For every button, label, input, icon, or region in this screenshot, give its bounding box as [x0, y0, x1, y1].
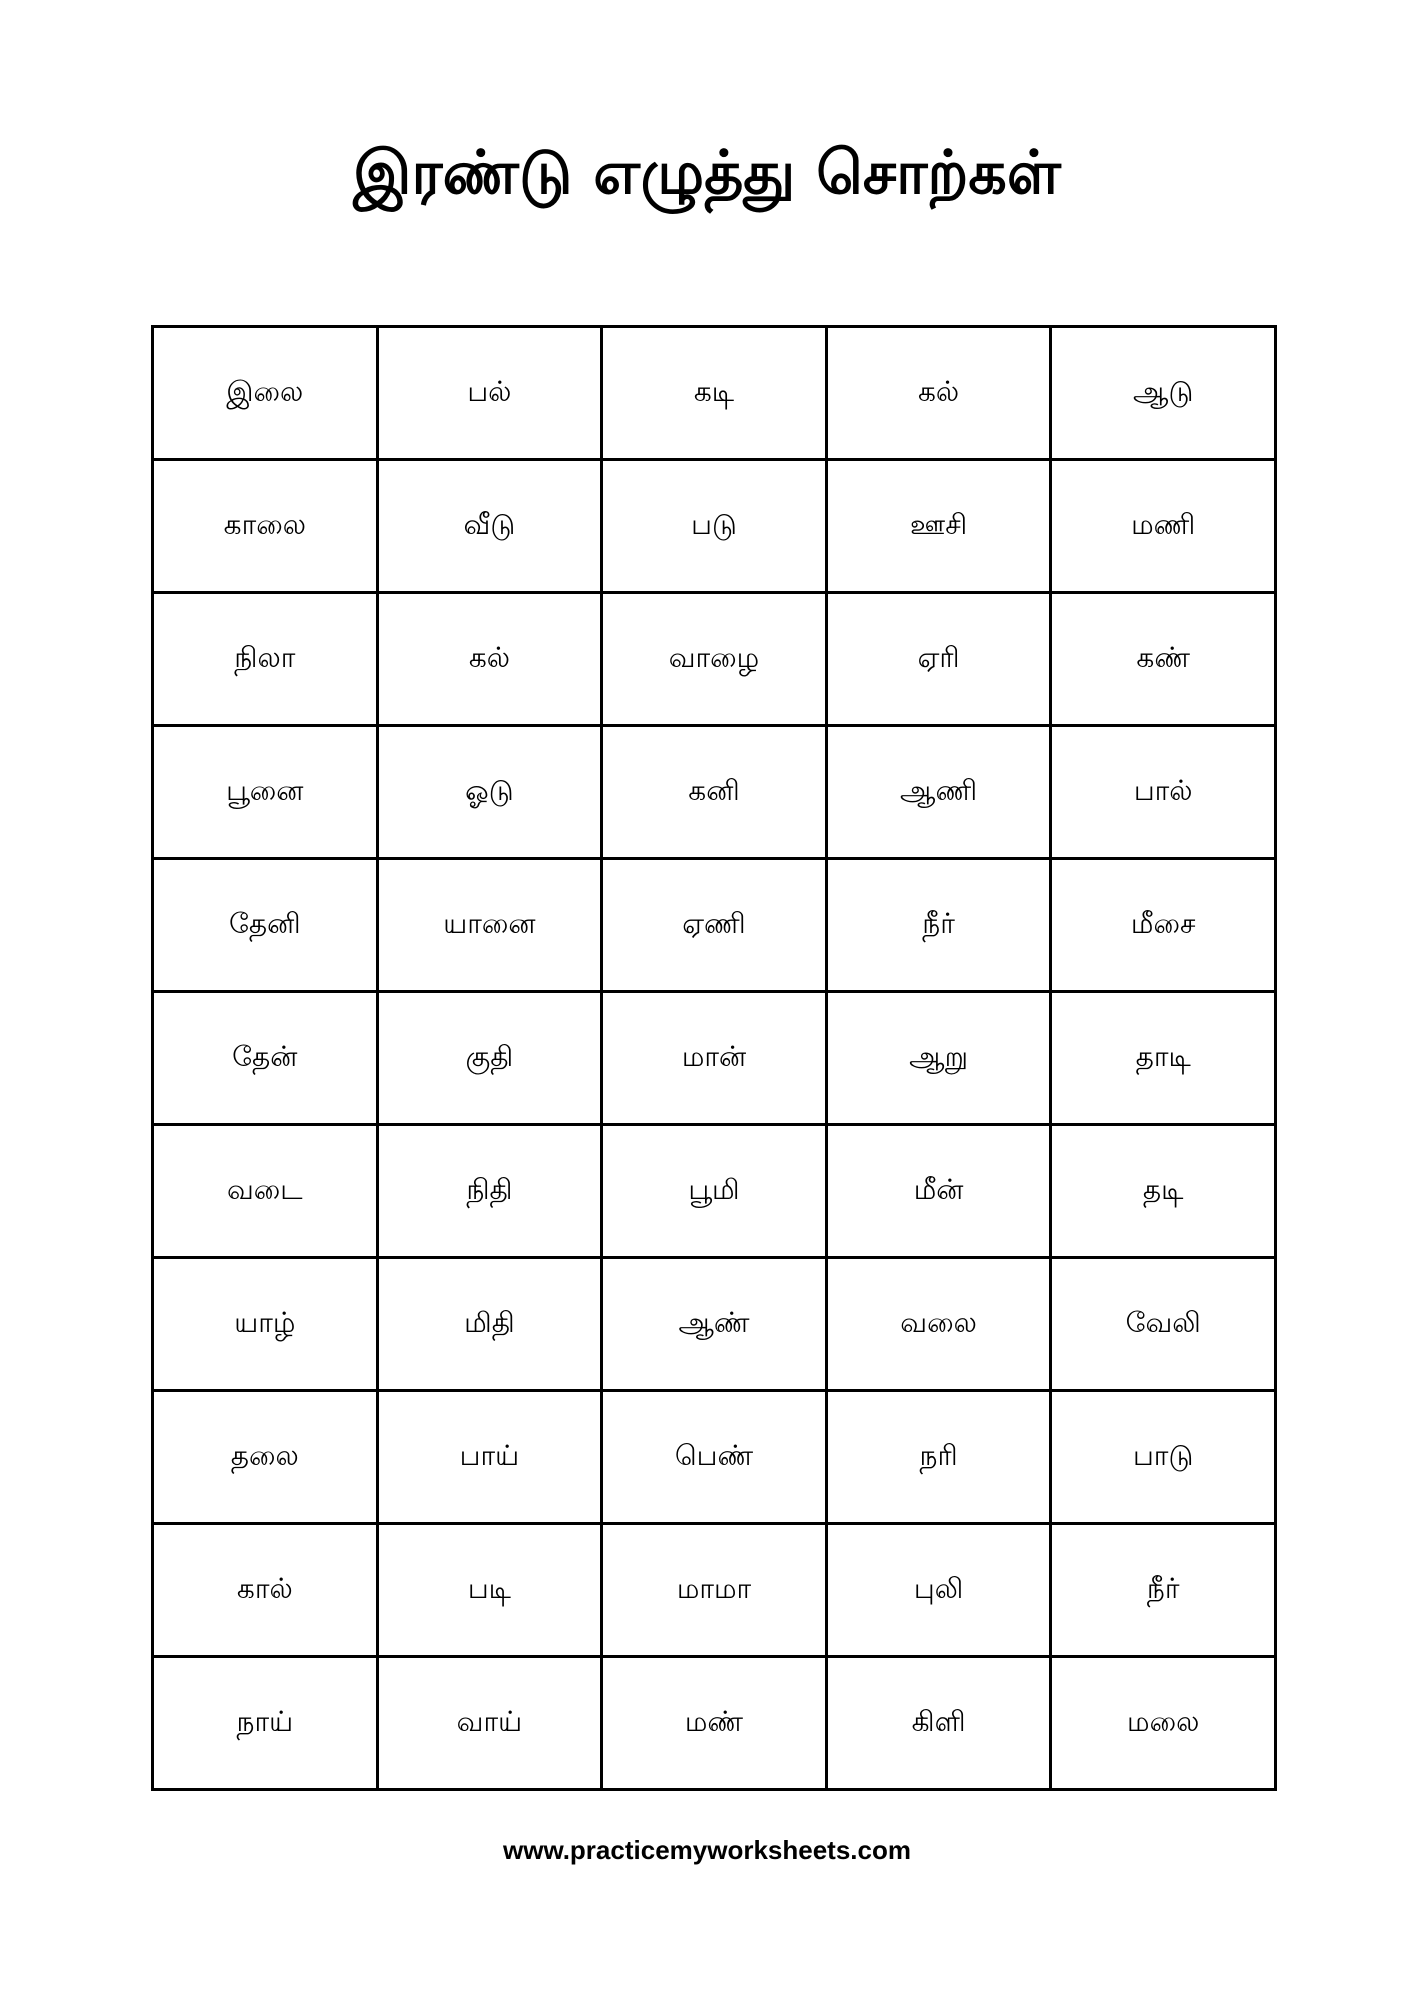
word-cell: ஓடு: [377, 726, 602, 859]
word-cell: தடி: [1051, 1125, 1276, 1258]
word-cell: பெண்: [602, 1391, 827, 1524]
word-cell: மான்: [602, 992, 827, 1125]
footer-website: www.practicemyworksheets.com: [503, 1835, 911, 1865]
word-cell: கால்: [153, 1524, 378, 1657]
word-cell: வாய்: [377, 1657, 602, 1790]
word-cell: மிதி: [377, 1258, 602, 1391]
word-cell: பல்: [377, 327, 602, 460]
table-row: [153, 992, 1276, 1125]
word-cell: காலை: [153, 460, 378, 593]
word-cell: மாமா: [602, 1524, 827, 1657]
word-cell: மணி: [1051, 460, 1276, 593]
word-cell: வேலி: [1051, 1258, 1276, 1391]
word-cell: யாழ்: [153, 1258, 378, 1391]
word-cell: ஏணி: [602, 859, 827, 992]
word-cell: வலை: [826, 1258, 1051, 1391]
word-cell: பாடு: [1051, 1391, 1276, 1524]
word-table: [151, 325, 1277, 1791]
word-cell: ஆடு: [1051, 327, 1276, 460]
word-cell: மீசை: [1051, 859, 1276, 992]
table-row: [153, 1524, 1276, 1657]
word-cell: கனி: [602, 726, 827, 859]
word-cell: ஆண்: [602, 1258, 827, 1391]
word-cell: பூமி: [602, 1125, 827, 1258]
word-cell: நாய்: [153, 1657, 378, 1790]
table-row: [153, 460, 1276, 593]
word-cell: படு: [602, 460, 827, 593]
word-table-body: [153, 327, 1276, 1790]
word-cell: தலை: [153, 1391, 378, 1524]
word-cell: புலி: [826, 1524, 1051, 1657]
table-row: [153, 1657, 1276, 1790]
table-row: [153, 327, 1276, 460]
word-cell: மலை: [1051, 1657, 1276, 1790]
word-cell: கிளி: [826, 1657, 1051, 1790]
word-cell: ஆணி: [826, 726, 1051, 859]
table-row: [153, 1258, 1276, 1391]
word-cell: தேன்: [153, 992, 378, 1125]
word-cell: நிதி: [377, 1125, 602, 1258]
table-row: [153, 1125, 1276, 1258]
word-cell: நீர்: [826, 859, 1051, 992]
table-row: [153, 859, 1276, 992]
word-cell: குதி: [377, 992, 602, 1125]
page-title: இரண்டு எழுத்து சொற்கள்: [353, 138, 1061, 208]
word-cell: தாடி: [1051, 992, 1276, 1125]
word-cell: நரி: [826, 1391, 1051, 1524]
word-cell: தேனி: [153, 859, 378, 992]
word-cell: நிலா: [153, 593, 378, 726]
word-cell: பூனை: [153, 726, 378, 859]
word-cell: ஆறு: [826, 992, 1051, 1125]
word-cell: மீன்: [826, 1125, 1051, 1258]
word-cell: ஏரி: [826, 593, 1051, 726]
word-cell: பாய்: [377, 1391, 602, 1524]
word-cell: இலை: [153, 327, 378, 460]
word-cell: மண்: [602, 1657, 827, 1790]
word-cell: யானை: [377, 859, 602, 992]
word-cell: கடி: [602, 327, 827, 460]
word-cell: கல்: [377, 593, 602, 726]
word-cell: வடை: [153, 1125, 378, 1258]
table-row: [153, 726, 1276, 859]
word-cell: படி: [377, 1524, 602, 1657]
word-cell: ஊசி: [826, 460, 1051, 593]
table-row: [153, 1391, 1276, 1524]
word-cell: நீர்: [1051, 1524, 1276, 1657]
word-cell: வாழை: [602, 593, 827, 726]
word-cell: பால்: [1051, 726, 1276, 859]
table-row: [153, 593, 1276, 726]
word-cell: வீடு: [377, 460, 602, 593]
word-cell: கல்: [826, 327, 1051, 460]
word-cell: கண்: [1051, 593, 1276, 726]
